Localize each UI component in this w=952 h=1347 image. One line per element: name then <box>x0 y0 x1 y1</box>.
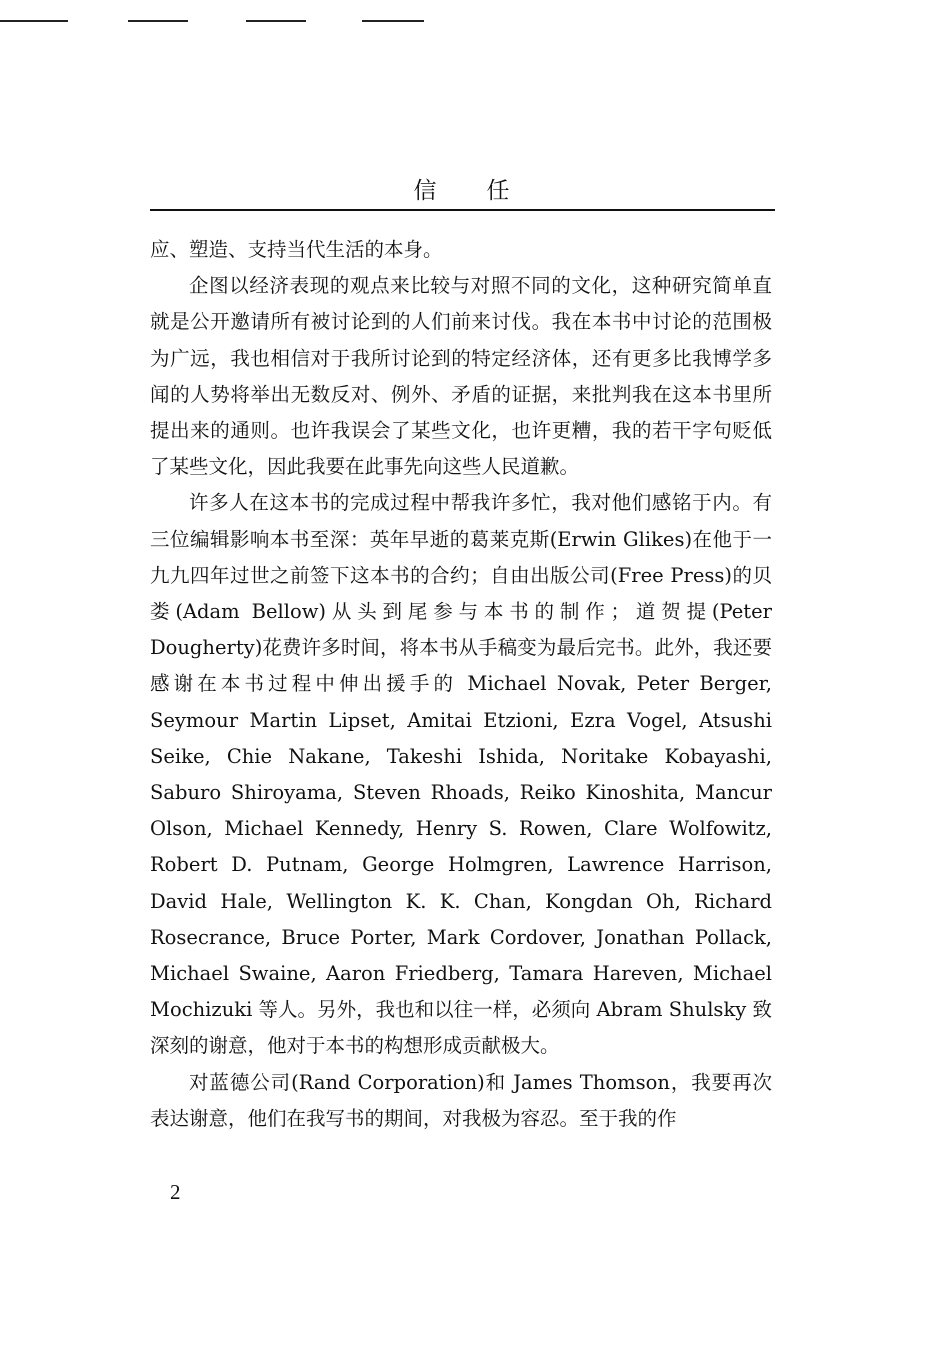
header-rule <box>150 209 775 211</box>
scan-edge-marks <box>0 20 952 24</box>
paragraph: 许多人在这本书的完成过程中帮我许多忙，我对他们感铭于内。有三位编辑影响本书至深：英年早逝的葛莱克斯(Erwin Glikes)在他于一九九四年过世之前签下这本书的合约；自由出版公司(Free Press)的贝娄(Adam Bellow)从头到尾参与本书的制作；道贺提(Peter Dougherty)花费许多时间，将本书从手稿变为最后完书。此外，我还要感谢在本书过程中伸出援手的 Michael Novak, Peter Berger, Seymour Martin Lipset, Amitai Etzioni, Ezra Vogel, Atsushi Seike, Chie Nakane, Takeshi Ishida, Noritake Kobayashi, Saburo Shiroyama, Steven Rhoads, Reiko Kinoshita, Mancur Olson, Michael Kennedy, Henry S. Rowen, Clare Wolfowitz, Robert D. Putnam, George Holmgren, Lawrence Harrison, David Hale, Wellington K. K. Chan, Kongdan Oh, Richard Rosecrance, Bruce Porter, Mark Cordover, Jonathan Pollack, Michael Swaine, Aaron Friedberg, Tamara Hareven, Michael Mochizuki 等人。另外，我也和以往一样，必须向 Abram Shulsky 致深刻的谢意，他对于本书的构想形成贡献极大。 <box>150 491 772 1058</box>
running-head-char: 任 <box>486 178 512 204</box>
paragraph-continued: 应、塑造、支持当代生活的本身。 <box>150 238 443 261</box>
paragraph: 企图以经济表现的观点来比较与对照不同的文化，这种研究简单直就是公开邀请所有被讨论到的人们前来讨伐。我在本书中讨论的范围极为广远，我也相信对于我所讨论到的特定经济体，还有更多比我博学多闻的人势将举出无数反对、例外、矛盾的证据，来批判我在这本书里所提出来的通则。也许我误会了某些文化，也许更糟，我的若干字句贬低了某些文化，因此我要在此事先向这些人民道歉。 <box>150 274 772 479</box>
scan-mark <box>0 20 68 22</box>
paragraph: 对蓝德公司(Rand Corporation)和 James Thomson，我要再次表达谢意，他们在我写书的期间，对我极为容忍。至于我的作 <box>150 1070 772 1130</box>
body-text <box>150 232 772 1137</box>
running-head-char: 信 <box>413 178 439 204</box>
running-head <box>150 172 775 205</box>
scan-mark <box>362 20 424 22</box>
scan-mark <box>128 20 188 22</box>
scan-mark <box>246 20 306 22</box>
page-number: 2 <box>170 1180 181 1204</box>
